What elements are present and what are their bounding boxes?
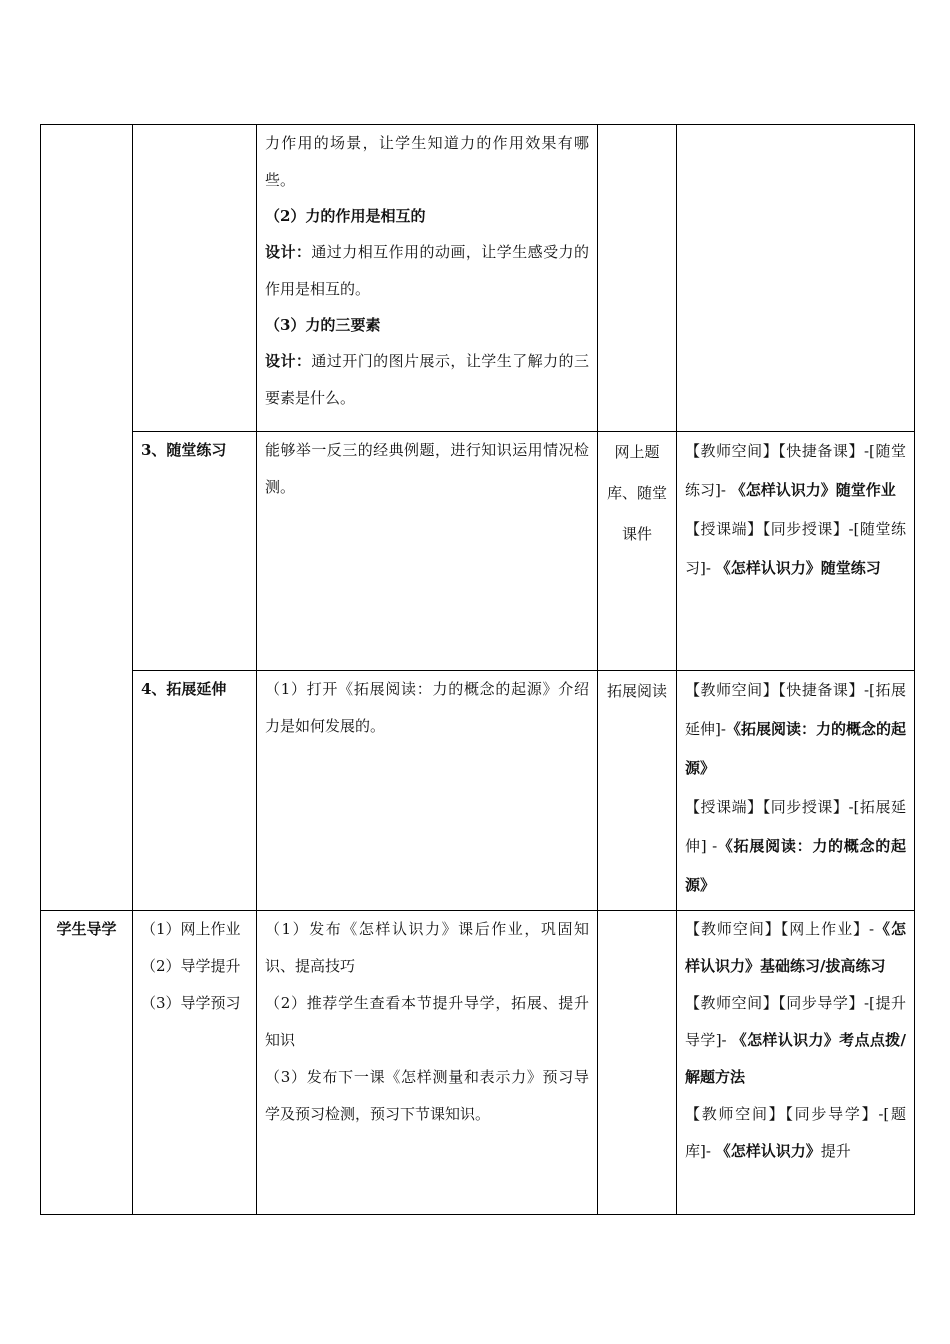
content-cell: 能够举一反三的经典例题，进行知识运用情况检测。 <box>257 432 598 671</box>
resource-link[interactable]: 【教师空间】【网上作业】-《怎样认识力》基础练习/拔高练习 <box>685 920 906 975</box>
content-cell: （1）打开《拓展阅读：力的概念的起源》介绍力是如何发展的。 <box>257 671 598 911</box>
step-cell <box>133 125 257 432</box>
link-cell <box>677 911 915 1215</box>
step-cell <box>133 911 257 1215</box>
content-heading: （3）力的三要素 <box>265 316 381 334</box>
step-cell: 4、拓展延伸 <box>133 671 257 911</box>
content-cell <box>257 911 598 1215</box>
design-label: 设计： <box>265 352 312 370</box>
step-cell: 3、随堂练习 <box>133 432 257 671</box>
content-paragraph: 设计：通过开门的图片展示，让学生了解力的三要素是什么。 <box>265 352 589 407</box>
step-item: （2）导学提升 <box>141 957 241 975</box>
resource-cell: 拓展阅读 <box>598 671 677 911</box>
table-row <box>41 911 915 1215</box>
step-item: （3）导学预习 <box>141 994 241 1012</box>
content-cell <box>257 125 598 432</box>
link-cell <box>677 432 915 671</box>
lesson-plan-table <box>40 124 915 1215</box>
content-paragraph: 力作用的场景，让学生知道力的作用效果有哪些。 <box>265 134 589 189</box>
resource-link[interactable]: 【教师空间】【同步导学】-[题库]- 《怎样认识力》提升 <box>685 1105 906 1160</box>
design-label: 设计： <box>265 243 312 261</box>
content-paragraph: 设计：通过力相互作用的动画，让学生感受力的作用是相互的。 <box>265 243 589 298</box>
stage-cell: 学生导学 <box>41 911 133 1215</box>
stage-cell <box>41 125 133 911</box>
content-paragraph: （3）发布下一课《怎样测量和表示力》预习导学及预习检测，预习下节课知识。 <box>265 1068 589 1123</box>
resource-link[interactable]: 【教师空间】【快捷备课】-[随堂练习]- 《怎样认识力》随堂作业 <box>685 442 906 499</box>
link-cell <box>677 125 915 432</box>
resource-cell <box>598 911 677 1215</box>
resource-link[interactable]: 【教师空间】【快捷备课】-[拓展延伸]-《拓展阅读：力的概念的起源》 <box>685 681 906 777</box>
resource-link[interactable]: 【授课端】【同步授课】-[拓展延伸] -《拓展阅读：力的概念的起源》 <box>685 798 906 894</box>
resource-cell: 网上题库、随堂课件 <box>598 432 677 671</box>
content-paragraph: （2）推荐学生查看本节提升导学，拓展、提升知识 <box>265 994 589 1049</box>
content-heading: （2）力的作用是相互的 <box>265 207 426 225</box>
resource-link[interactable]: 【教师空间】【同步导学】-[提升导学]- 《怎样认识力》考点点拨/解题方法 <box>685 994 906 1086</box>
link-cell <box>677 671 915 911</box>
step-item: （1）网上作业 <box>141 920 241 938</box>
content-paragraph: （1）发布《怎样认识力》课后作业，巩固知识、提高技巧 <box>265 920 589 975</box>
resource-cell <box>598 125 677 432</box>
table-row <box>41 671 915 911</box>
table-row <box>41 432 915 671</box>
table-row <box>41 125 915 432</box>
resource-link[interactable]: 【授课端】【同步授课】-[随堂练习]- 《怎样认识力》随堂练习 <box>685 520 906 577</box>
